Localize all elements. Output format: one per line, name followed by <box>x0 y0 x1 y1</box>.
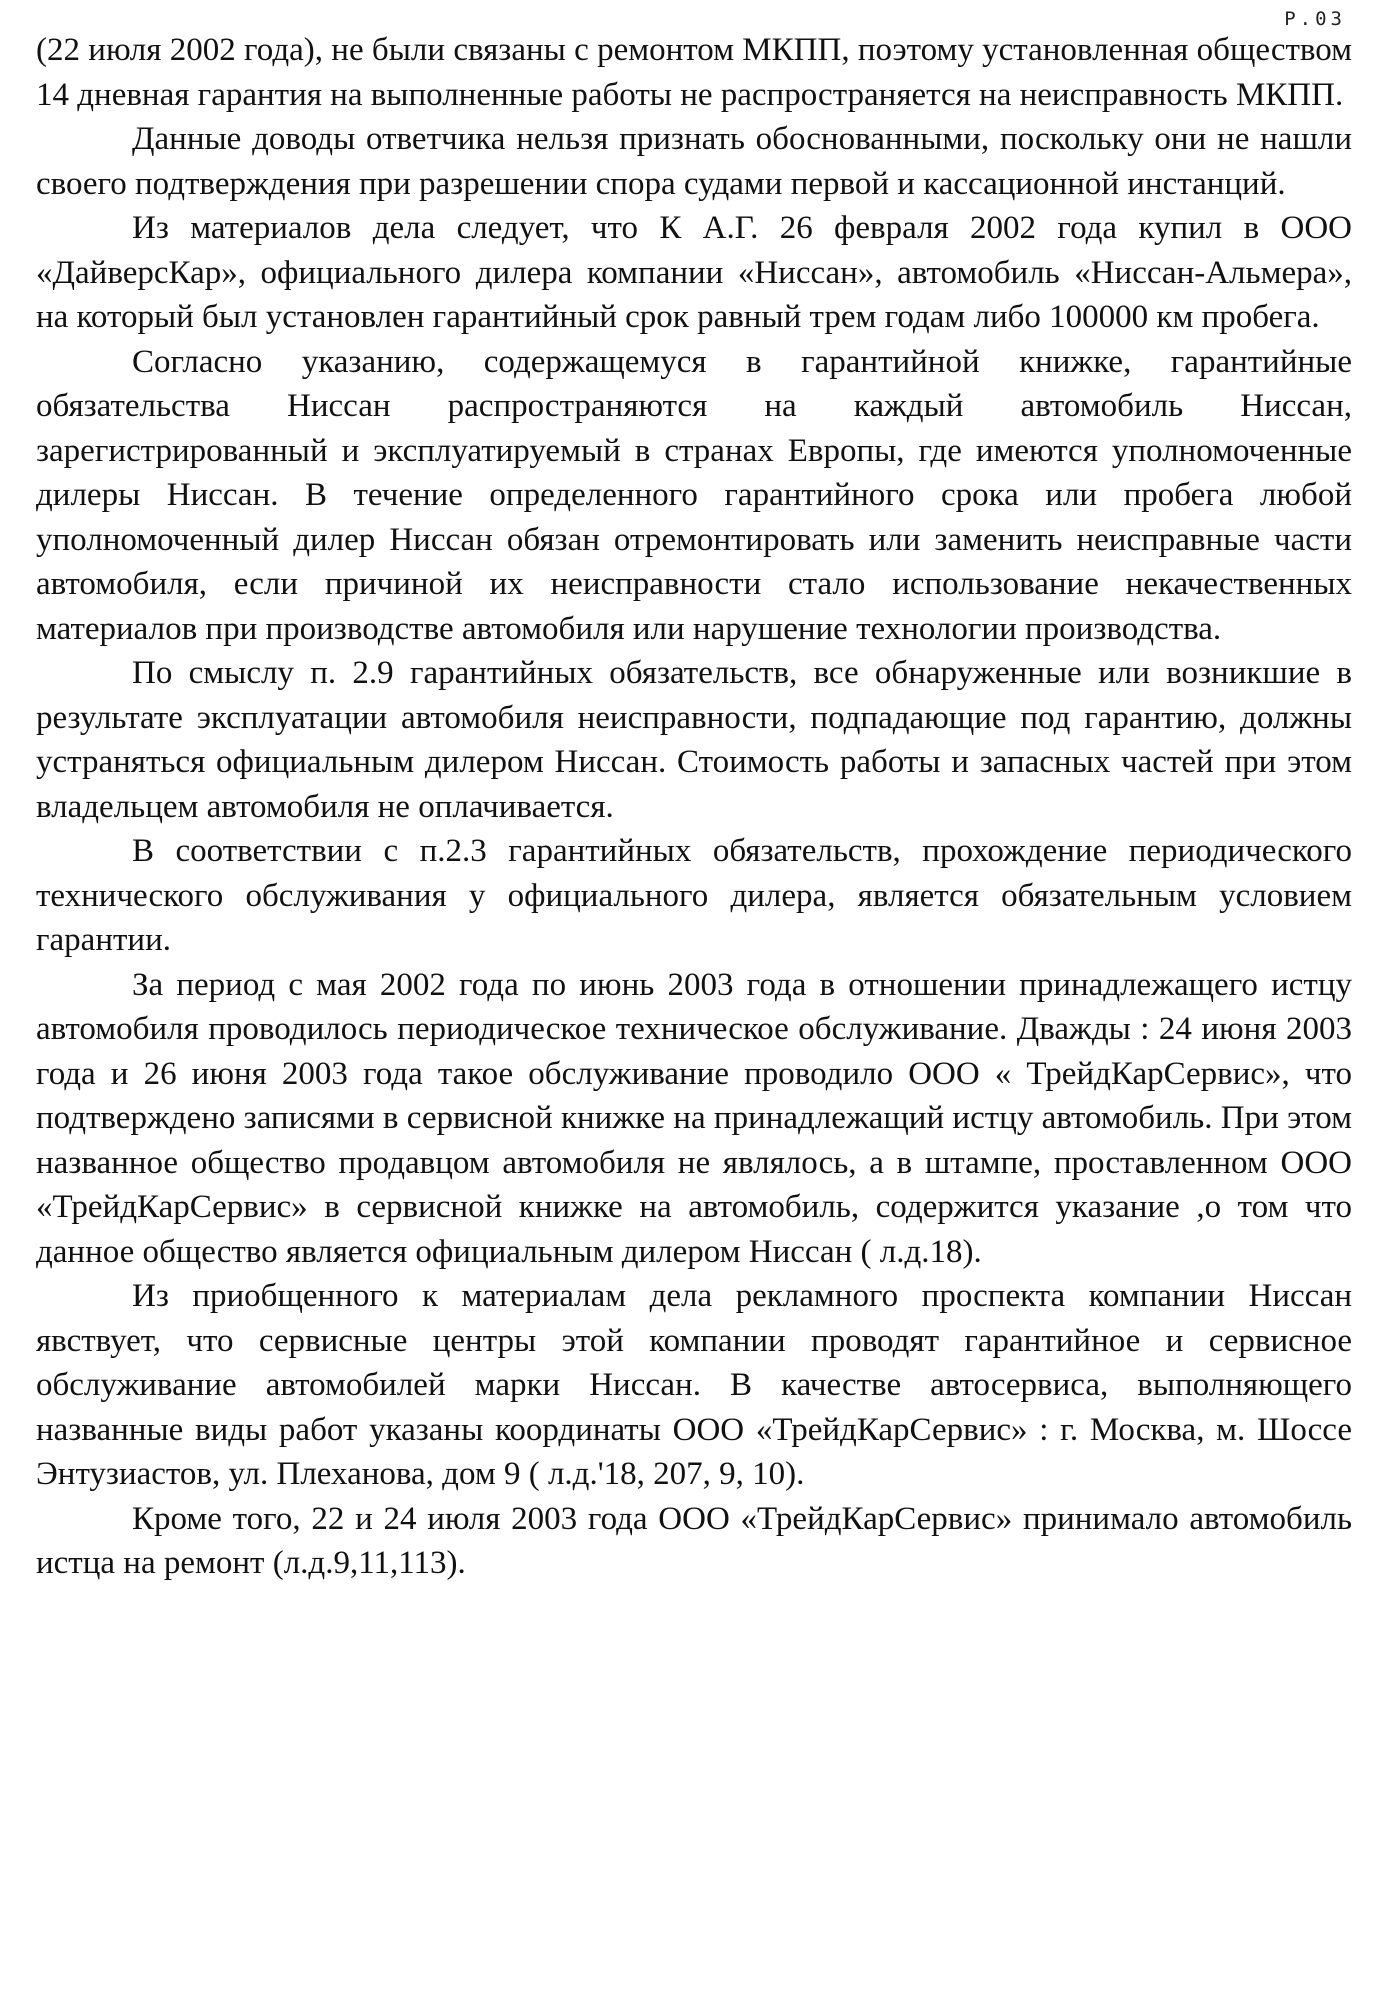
paragraph-3: Из материалов дела следует, что К А.Г. 26 февраля 2002 года купил в ООО «ДайверсКар», официального дилера компании «Ниссан», автомобиль «Ниссан-Альмера», на который был установлен гарантийный срок равный трем годам либо 100000 км пробега. <box>36 210 1352 335</box>
document-body <box>36 28 1352 1586</box>
paragraph-5: По смыслу п. 2.9 гарантийных обязательств, все обнаруженные или возникшие в результате эксплуатации автомобиля неисправности, подпадающие под гарантию, должны устраняться официальным дилером Ниссан. Стоимость работы и запасных частей при этом владельцем автомобиля не оплачивается. <box>36 655 1352 825</box>
paragraph-1: (22 июля 2002 года), не были связаны с ремонтом МКПП, поэтому установленная обществом 14 дневная гарантия на выполненные работы не распространяется на неисправность МКПП. <box>36 32 1352 113</box>
paragraph-2: Данные доводы ответчика нельзя признать обоснованными, поскольку они не нашли своего подтверждения при разрешении спора судами первой и кассационной инстанций. <box>36 121 1352 202</box>
page-number: P.03 <box>1284 8 1346 30</box>
paragraph-4: Согласно указанию, содержащемуся в гарантийной книжке, гарантийные обязательства Ниссан распространяются на каждый автомобиль Ниссан, зарегистрированный и эксплуатируемый в странах Европы, где имеются уполномоченные дилеры Ниссан. В течение определенного гарантийного срока или пробега любой уполномоченный дилер Ниссан обязан отремонтировать или заменить неисправные части автомобиля, если причиной их неисправности стало использование некачественных материалов при производстве автомобиля или нарушение технологии производства. <box>36 343 1352 647</box>
paragraph-7: За период с мая 2002 года по июнь 2003 года в отношении принадлежащего истцу автомобиля проводилось периодическое техническое обслуживание. Дважды : 24 июня 2003 года и 26 июня 2003 года такое обслуживание проводило ООО « ТрейдКарСервис», что подтверждено записями в сервисной книжке на принадлежащий истцу автомобиль. При этом названное общество продавцом автомобиля не являлось, а в штампе, проставленном ООО «ТрейдКарСервис» в сервисной книжке на автомобиль, содержится указание ,о том что данное общество является официальным дилером Ниссан ( л.д.18). <box>36 966 1352 1270</box>
paragraph-8: Из приобщенного к материалам дела рекламного проспекта компании Ниссан явствует, что сервисные центры этой компании проводят гарантийное и сервисное обслуживание автомобилей марки Ниссан. В качестве автосервиса, выполняющего названные виды работ указаны координаты ООО «ТрейдКарСервис» : г. Москва, м. Шоссе Энтузиастов, ул. Плеханова, дом 9 ( л.д.'18, 207, 9, 10). <box>36 1278 1352 1492</box>
paragraph-9: Кроме того, 22 и 24 июля 2003 года ООО «ТрейдКарСервис» принимало автомобиль истца на ремонт (л.д.9,11,113). <box>36 1500 1352 1581</box>
paragraph-6: В соответствии с п.2.3 гарантийных обязательств, прохождение периодического технического обслуживания у официального дилера, является обязательным условием гарантии. <box>36 833 1352 958</box>
